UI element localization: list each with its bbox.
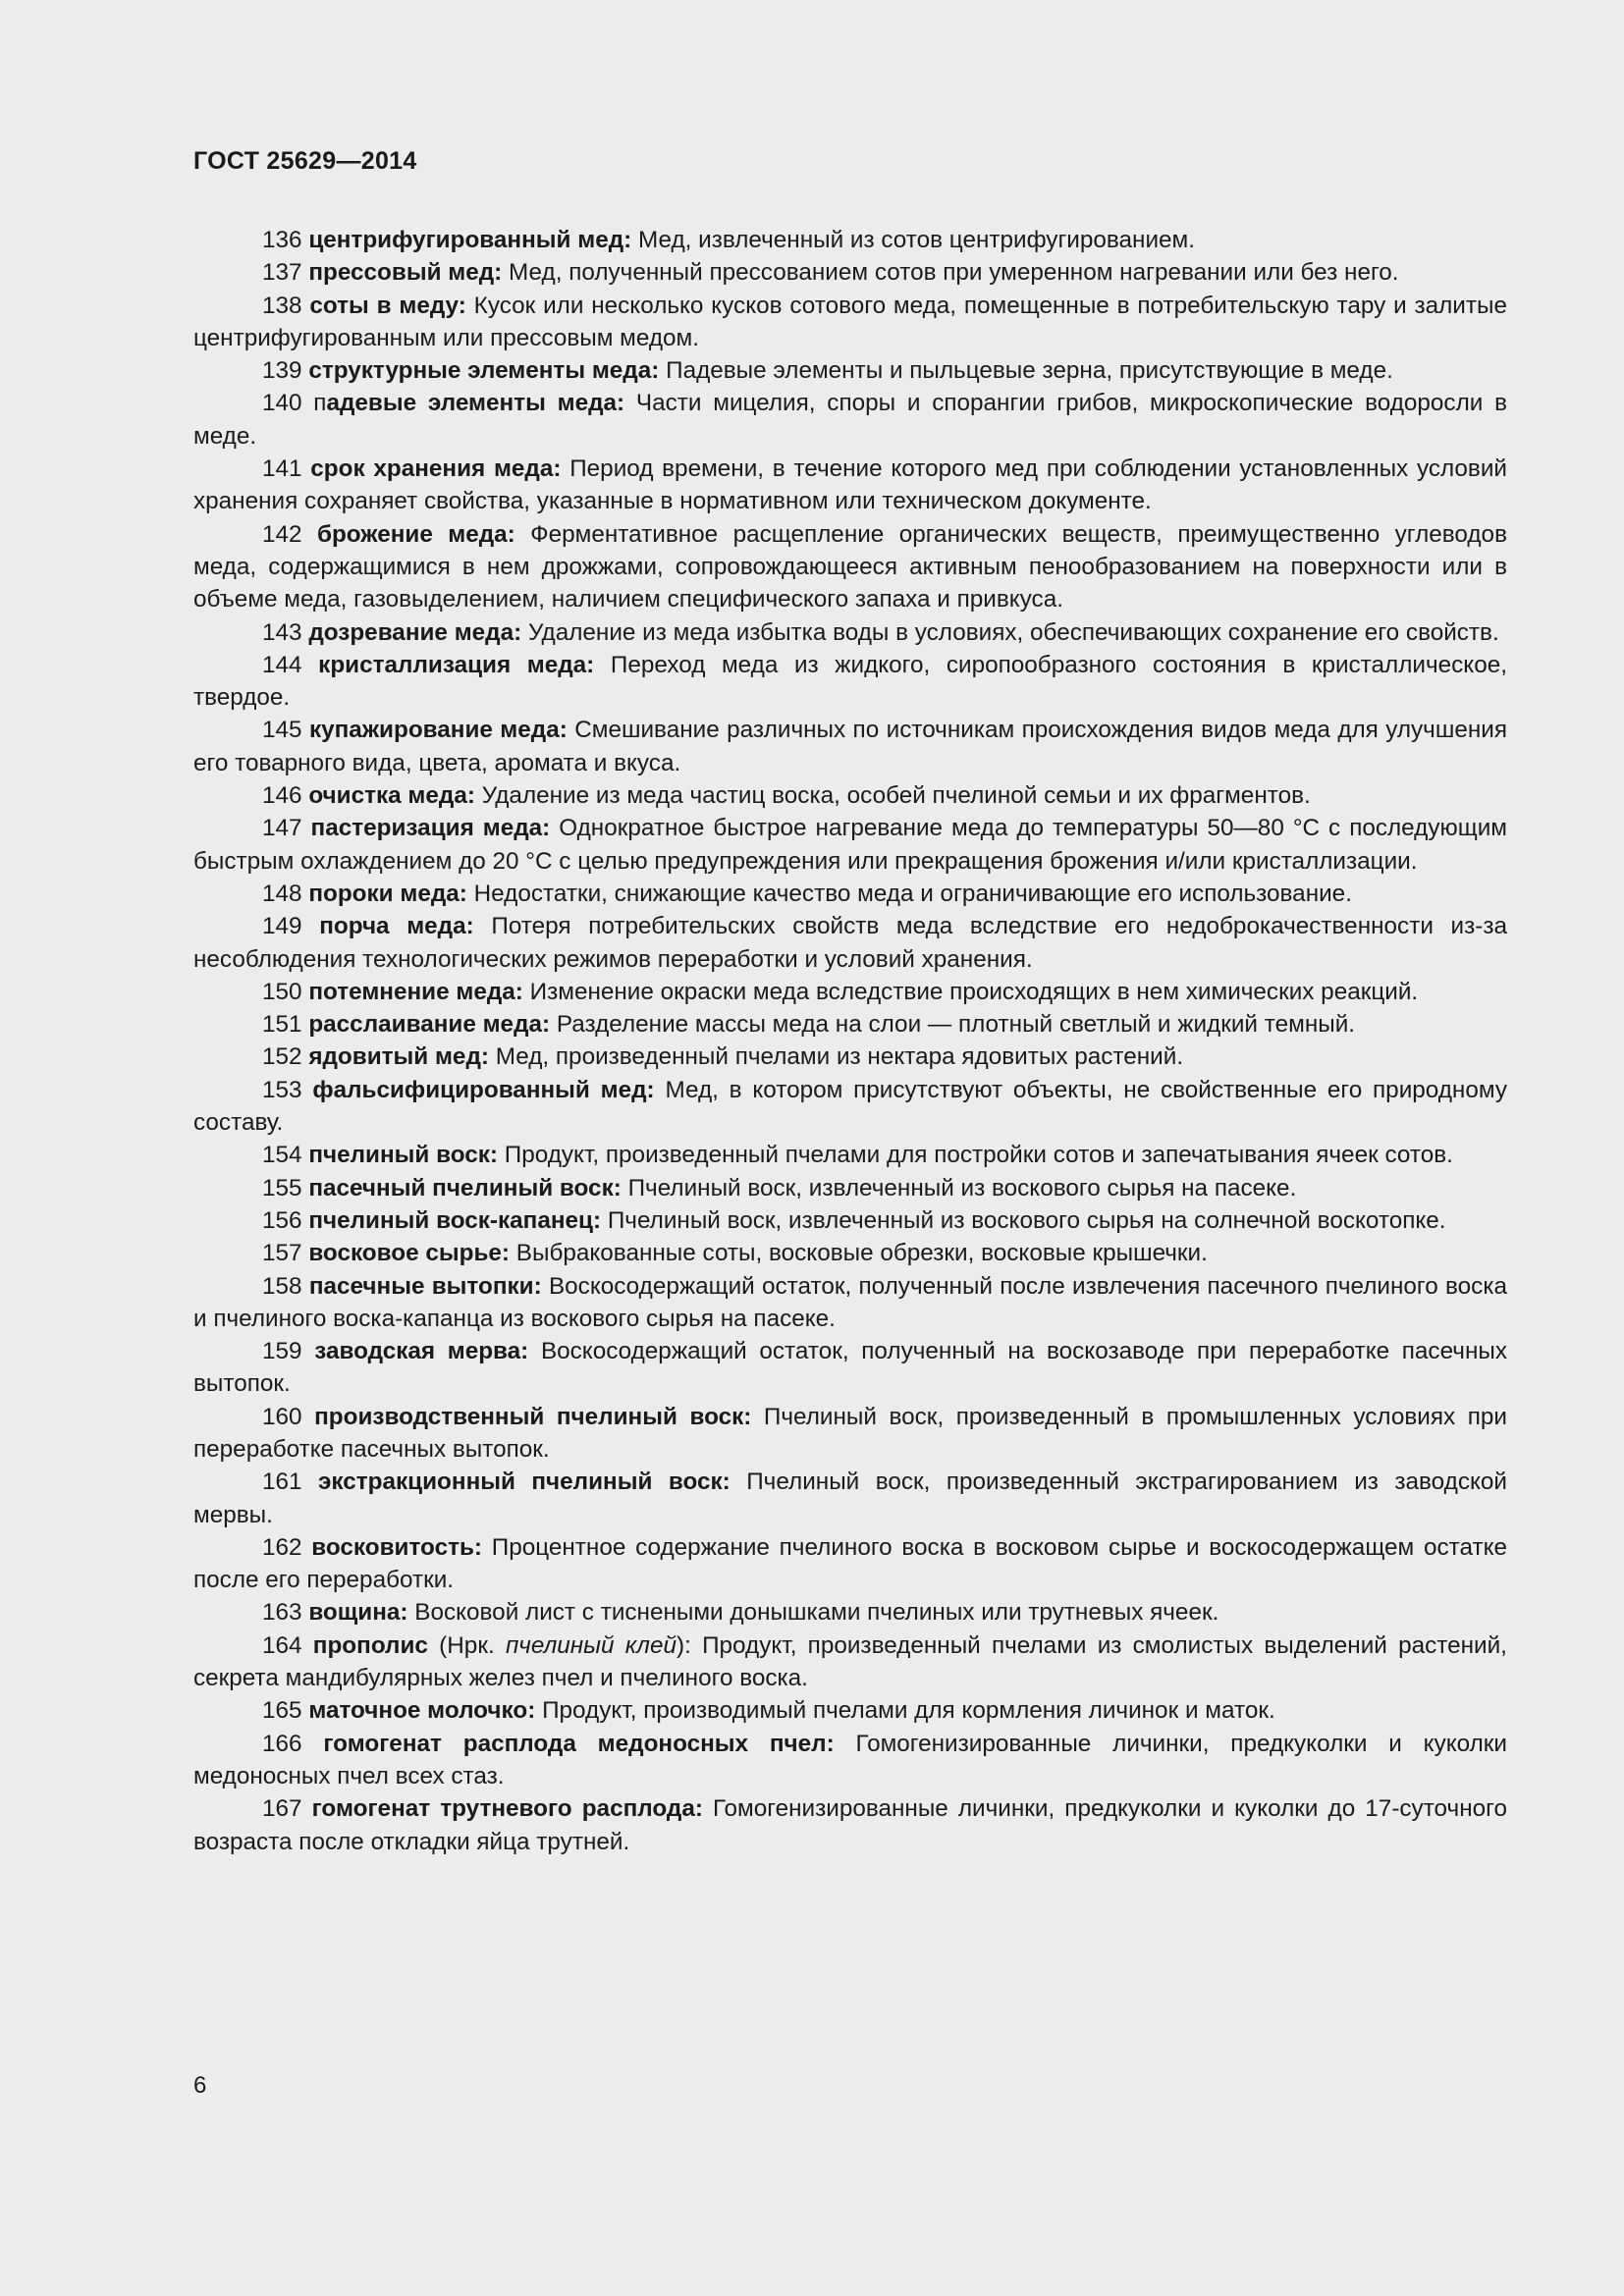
term-title: структурные элементы меда:: [308, 357, 660, 385]
term-note: [439, 1632, 691, 1659]
term-definition: Продукт, произведенный пчелами для постройки сотов и запечатывания ячеек сотов.: [504, 1142, 1453, 1169]
term-number: 137: [262, 259, 302, 287]
term-number: 161: [262, 1468, 302, 1496]
term-number: 138: [262, 292, 302, 319]
term-number: 153: [262, 1076, 302, 1103]
term-entry: [193, 518, 1507, 616]
term-definition: Падевые элементы и пыльцевые зерна, присутствующие в меде.: [666, 357, 1393, 385]
term-entry: [193, 387, 1507, 453]
term-title: гомогенат расплода медоносных пчел:: [323, 1730, 835, 1757]
term-title: центрифугированный мед:: [308, 227, 632, 253]
term-number: 136: [262, 227, 302, 253]
term-entry: [193, 976, 1507, 1008]
term-number: 148: [262, 880, 302, 907]
term-entry: [193, 290, 1507, 355]
term-number: 144: [262, 651, 302, 678]
term-title: фальсифицированный мед:: [312, 1076, 655, 1103]
term-title: гомогенат трутневого расплода:: [311, 1795, 703, 1823]
term-definition: Гомогенизированные личинки, предкуколки и куколки медоносных пчел всех стаз.: [193, 1730, 1507, 1789]
term-definition: Мед, извлеченный из сотов центрифугированием.: [638, 227, 1196, 253]
term-note-synonym: пчелиный клей: [505, 1631, 677, 1659]
term-definition: Воскосодержащий остаток, полученный на воскозаводе при переработке пасечных вытопок.: [193, 1338, 1507, 1398]
term-number: 139: [262, 357, 302, 385]
term-definition: Недостатки, снижающие качество меда и ограничивающие его использование.: [473, 880, 1352, 907]
term-definition: Части мицелия, споры и спорангии грибов, микроскопические водоросли в меде.: [193, 390, 1507, 450]
term-entry: [193, 910, 1507, 976]
term-entry: [193, 1401, 1507, 1467]
term-definition: Мед, произведенный пчелами из нектара ядовитых растений.: [495, 1043, 1184, 1071]
term-number: 155: [262, 1174, 302, 1201]
term-entry: [193, 649, 1507, 715]
term-title: прессовый мед:: [308, 259, 503, 287]
term-title: порча меда:: [319, 913, 474, 940]
term-definition: Мед, полученный прессованием сотов при умеренном нагревании или без него.: [509, 259, 1399, 287]
term-definition: Пчелиный воск, извлеченный из воскового сырья на солнечной воскотопке.: [607, 1206, 1446, 1234]
term-title: экстракционный пчелиный воск:: [318, 1468, 731, 1496]
term-number: 166: [262, 1730, 302, 1757]
term-entry: [193, 256, 1507, 289]
term-entry: [193, 1466, 1507, 1531]
term-number: 156: [262, 1206, 302, 1234]
term-entry: [193, 1172, 1507, 1204]
term-title: брожение меда:: [316, 520, 515, 548]
term-definition: Восковой лист с тиснеными донышками пчелиных или трутневых ячеек.: [414, 1599, 1219, 1627]
term-number: 142: [262, 520, 302, 548]
term-definition: Однократное быстрое нагревание меда до температуры 50—80 °С с последующим быстрым охлаждением до 20 °С с целью предупреждения или прекращения брожения и/или кристаллизации.: [193, 815, 1507, 875]
term-title: срок хранения меда:: [310, 455, 562, 483]
term-definition: Процентное содержание пчелиного воска в восковом сырье и воскосодержащем остатке после его переработки.: [193, 1533, 1507, 1594]
term-title: пасечные вытопки:: [308, 1272, 542, 1300]
term-title: потемнение меда:: [308, 978, 523, 1005]
term-title: дозревание меда:: [308, 618, 522, 646]
terms-list: [193, 224, 1507, 1858]
term-entry: [193, 1335, 1507, 1401]
term-title: адевые элементы меда:: [326, 390, 625, 417]
term-definition: Удаление из меда частиц воска, особей пчелиной семьи и их фрагментов.: [481, 782, 1311, 810]
term-entry: [193, 1074, 1507, 1140]
term-number: 150: [262, 978, 302, 1005]
term-definition: Кусок или несколько кусков сотового меда, помещенные в потребительскую тару и залитые центрифугированным или прессовым медом.: [193, 292, 1507, 351]
term-number: 164: [262, 1631, 302, 1659]
term-definition: Пчелиный воск, извлеченный из воскового сырья на пасеке.: [627, 1174, 1297, 1201]
term-entry: [193, 714, 1507, 779]
term-entry: [193, 1629, 1507, 1695]
term-definition: Разделение массы меда на слои — плотный светлый и жидкий темный.: [556, 1011, 1356, 1039]
term-entry: [193, 453, 1507, 518]
term-number: 149: [262, 913, 302, 940]
term-title: пастеризация меда:: [310, 815, 551, 842]
term-entry: [193, 1204, 1507, 1237]
page-number: 6: [193, 2072, 207, 2099]
term-number: 165: [262, 1697, 302, 1725]
term-title: ядовитый мед:: [308, 1043, 489, 1071]
term-entry: [193, 1596, 1507, 1629]
term-definition: Продукт, произведенный пчелами из смолистых выделений растений, секрета мандибулярных желез пчел и пчелиного воска.: [193, 1631, 1507, 1692]
term-title: заводская мерва:: [314, 1338, 529, 1365]
term-entry: [193, 1270, 1507, 1336]
term-title: вощина:: [308, 1599, 408, 1627]
term-title: купажирование меда:: [308, 717, 568, 744]
term-entry: [193, 616, 1507, 649]
term-number: 160: [262, 1403, 302, 1430]
term-number: 145: [262, 717, 302, 744]
term-definition: Удаление из меда избытка воды в условиях, обеспечивающих сохранение его свойств.: [527, 618, 1499, 646]
term-entry: [193, 354, 1507, 387]
term-entry: [193, 1728, 1507, 1793]
term-number: 140 п: [262, 390, 327, 417]
term-note-open: (Нрк.: [439, 1631, 506, 1659]
term-title: пчелиный воск-капанец:: [308, 1206, 602, 1234]
term-definition: Изменение окраски меда вследствие происходящих в нем химических реакций.: [529, 978, 1419, 1005]
term-entry: [193, 779, 1507, 812]
term-definition: Мед, в котором присутствуют объекты, не свойственные его природному составу.: [193, 1076, 1507, 1137]
term-number: 154: [262, 1142, 302, 1169]
term-entry: [193, 1792, 1507, 1858]
term-entry: [193, 1139, 1507, 1171]
term-entry: [193, 1694, 1507, 1727]
term-definition: Смешивание различных по источникам происхождения видов меда для улучшения его товарного вида, цвета, аромата и вкуса.: [193, 717, 1507, 776]
term-definition: Продукт, производимый пчелами для кормления личинок и маток.: [542, 1697, 1275, 1725]
term-number: 143: [262, 618, 302, 646]
term-definition: Потеря потребительских свойств меда вследствие его недоброкачественности из-за несоблюдения технологических режимов переработки и условий хранения.: [193, 913, 1507, 973]
term-definition: Гомогенизированные личинки, предкуколки и куколки до 17-суточного возраста после откладки яйца трутней.: [193, 1795, 1507, 1855]
term-title: пороки меда:: [308, 880, 467, 907]
term-title: соты в меду:: [309, 292, 466, 319]
term-title: очистка меда:: [308, 782, 475, 810]
term-title: восковитость:: [311, 1533, 483, 1561]
term-number: 151: [262, 1011, 302, 1039]
term-title: производственный пчелиный воск:: [314, 1403, 752, 1430]
term-entry: [193, 1008, 1507, 1041]
term-title: пасечный пчелиный воск:: [308, 1174, 622, 1201]
term-number: 147: [262, 815, 302, 842]
term-definition: Период времени, в течение которого мед при соблюдении установленных условий хранения сохраняет свойства, указанные в нормативном или техническом документе.: [193, 455, 1507, 515]
term-definition: Выбракованные соты, восковые обрезки, восковые крышечки.: [515, 1240, 1208, 1267]
term-entry: [193, 878, 1507, 910]
term-number: 158: [262, 1272, 302, 1300]
term-entry: [193, 1531, 1507, 1597]
term-number: 141: [262, 455, 302, 483]
term-title: расслаивание меда:: [308, 1011, 551, 1039]
term-definition: Пчелиный воск, произведенный экстрагированием из заводской мервы.: [193, 1468, 1507, 1528]
term-title: прополис: [312, 1631, 428, 1659]
term-number: 152: [262, 1043, 302, 1071]
term-number: 159: [262, 1338, 302, 1365]
term-number: 157: [262, 1240, 302, 1267]
term-entry: [193, 812, 1507, 878]
term-entry: [193, 1237, 1507, 1269]
document-code: ГОСТ 25629—2014: [193, 147, 417, 175]
term-definition: Воскосодержащий остаток, полученный после извлечения пасечного пчелиного воска и пчелиного воска-капанца из воскового сырья на пасеке.: [193, 1272, 1507, 1332]
term-title: восковое сырье:: [308, 1240, 511, 1267]
term-number: 163: [262, 1599, 302, 1627]
term-title: кристаллизация меда:: [318, 651, 595, 678]
term-definition: Ферментативное расщепление органических веществ, преимущественно углеводов меда, содержащимися в нем дрожжами, сопровождающееся активным пенообразованием на поверхности или в объеме меда, газовыделением, наличием специфического запаха и привкуса.: [193, 520, 1507, 614]
term-note-close: ):: [677, 1631, 691, 1659]
term-entry: [193, 224, 1507, 256]
term-number: 162: [262, 1533, 302, 1561]
term-definition: Пчелиный воск, произведенный в промышленных условиях при переработке пасечных вытопок.: [193, 1403, 1507, 1463]
term-entry: [193, 1041, 1507, 1073]
term-title: пчелиный воск:: [308, 1142, 498, 1169]
term-title: маточное молочко:: [308, 1697, 536, 1725]
term-number: 146: [262, 782, 302, 810]
term-definition: Переход меда из жидкого, сиропообразного состояния в кристаллическое, твердое.: [193, 651, 1507, 712]
term-number: 167: [262, 1795, 302, 1823]
